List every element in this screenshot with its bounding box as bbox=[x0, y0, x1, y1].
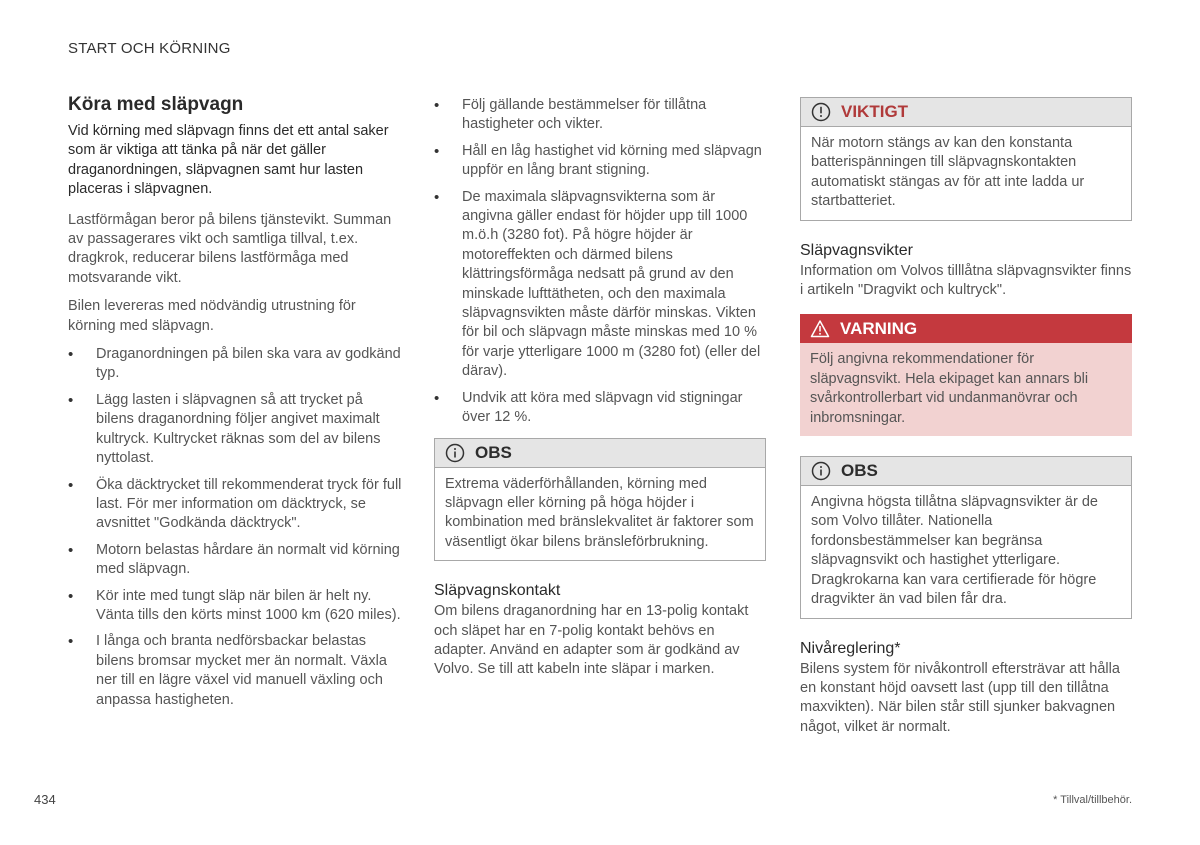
section-text: Om bilens draganordning har en 13-polig kontakt och släpet har en 7-polig kontakt behövs en adapter. Använd en adapter som är godkänd av Volvo. Se till att kabeln inte släpar i marken. bbox=[434, 603, 749, 678]
obs-box-weights bbox=[800, 456, 1132, 618]
important-box bbox=[800, 97, 1132, 221]
list-item: • Draganordningen på bilen ska vara av godkänd typ. bbox=[68, 345, 403, 384]
section-heading: Nivåreglering* bbox=[800, 639, 901, 657]
important-box-header bbox=[801, 98, 1131, 127]
exclamation-circle-icon bbox=[811, 102, 831, 122]
bullet-list-left bbox=[68, 345, 403, 710]
list-item: • Undvik att köra med släpvagn vid stigningar över 12 %. bbox=[434, 389, 766, 428]
section-trailer-connector bbox=[434, 581, 766, 680]
list-item: • Lägg lasten i släpvagnen så att trycket på bilens draganordning följer angivet maximalt kultryck. Kultrycket räknas som del av bilens nyttolast. bbox=[68, 391, 403, 469]
obs-title: OBS bbox=[475, 442, 512, 462]
paragraph-load-capacity: Lastförmågan beror på bilens tjänstevikt. Summan av passagerares vikt och samtliga tillval, t.ex. dragkrok, reducerar bilens lastförmåga med motsvarande vikt. bbox=[68, 211, 392, 286]
column-left bbox=[68, 94, 403, 720]
section-level-control bbox=[800, 639, 1132, 738]
info-circle-icon bbox=[811, 461, 831, 481]
lead-paragraph: Vid körning med släpvagn finns det ett antal saker som är viktiga att tänka på när det gäller draganordningen, släpvagnen samt hur lasten placeras i släpvagnen. bbox=[68, 123, 389, 198]
column-right bbox=[800, 97, 1132, 746]
column-middle bbox=[434, 96, 766, 689]
bullet-list-middle bbox=[434, 96, 766, 428]
important-title: VIKTIGT bbox=[841, 102, 909, 121]
list-item: • Motorn belastas hårdare än normalt vid körning med släpvagn. bbox=[68, 541, 403, 580]
obs-title: OBS bbox=[841, 461, 878, 481]
list-item: • Kör inte med tungt släp när bilen är helt ny. Vänta tills den körts minst 1000 km (620 miles). bbox=[68, 587, 403, 626]
list-item: • De maximala släpvagnsvikterna som är angivna gäller endast för höjder upp till 1000 m.ö.h (3280 fot). På högre höjder är motoreffekten och därmed bilens klättringsförmåga nedsatt på grund av den minskade lufttätheten, och den maximala släpvagnsvikten måste därför minskas. Vikten för bil och släpvagn måste minskas med 10 % för varje ytterligare 1000 m (3280 fot) (eller del därav). bbox=[434, 188, 766, 382]
list-item: • Öka däcktrycket till rekommenderat tryck för full last. För mer information om däcktryck, se avsnittet "Godkända däcktryck". bbox=[68, 476, 403, 534]
section-text: Bilens system för nivåkontroll eftersträvar att hålla en konstant höjd oavsett last (upp till den tillåtna maxvikten). När bilen står still sjunker bakvagnen något, vilket är normalt. bbox=[800, 660, 1120, 735]
info-circle-icon bbox=[445, 443, 465, 463]
section-header: START OCH KÖRNING bbox=[68, 40, 231, 57]
section-heading: Släpvagnskontakt bbox=[434, 582, 561, 600]
warning-triangle-icon bbox=[810, 319, 830, 339]
obs-text: Angivna högsta tillåtna släpvagnsvikter är de som Volvo tillåter. Nationella fordonsbestämmelser kan begränsa släpvagnsvikt och hastighet ytterligare. Dragkrokarna kan vara certifierade för högre dragvikter än vad bilen får dra. bbox=[811, 494, 1098, 608]
list-item: • Följ gällande bestämmelser för tillåtna hastigheter och vikter. bbox=[434, 96, 766, 135]
section-text: Information om Volvos tilllåtna släpvagnsvikter finns i artikeln "Dragvikt och kultryck". bbox=[800, 262, 1132, 299]
warning-box bbox=[800, 314, 1132, 436]
list-item: • I långa och branta nedförsbackar belastas bilens bromsar mycket mer än normalt. Växla ner till en lägre växel vid manuell växling och anpassa hastigheten. bbox=[68, 632, 403, 710]
list-item: • Håll en låg hastighet vid körning med släpvagn uppför en lång brant stigning. bbox=[434, 142, 766, 181]
obs-box-header bbox=[435, 439, 765, 468]
important-text: När motorn stängs av kan den konstanta batterispänningen till släpvagnskontakten automatiskt stängas av för att inte ladda ur startbatteriet. bbox=[811, 135, 1085, 210]
section-trailer-weights bbox=[800, 241, 1132, 301]
section-heading: Släpvagnsvikter bbox=[800, 241, 913, 259]
warning-title: VARNING bbox=[840, 318, 918, 338]
warning-box-header bbox=[800, 314, 1132, 343]
warning-text: Följ angivna rekommendationer för släpvagnsvikt. Hela ekipaget kan annars bli svårkontrollerbart vid undanmanövrar och inbromsningar. bbox=[800, 343, 1132, 436]
obs-box-fuel bbox=[434, 438, 766, 562]
obs-text: Extrema väderförhållanden, körning med släpvagn eller körning på höga höjder i kombination med bränslekvalitet är faktorer som väsentligt ökar bilens bränsleförbrukning. bbox=[445, 475, 754, 550]
page-title: Köra med släpvagn bbox=[68, 94, 244, 115]
page-number: 434 bbox=[34, 792, 56, 807]
obs-box-header bbox=[801, 457, 1131, 486]
footnote: * Tillval/tillbehör. bbox=[1053, 794, 1132, 806]
paragraph-equipment: Bilen levereras med nödvändig utrustning för körning med släpvagn. bbox=[68, 298, 356, 334]
